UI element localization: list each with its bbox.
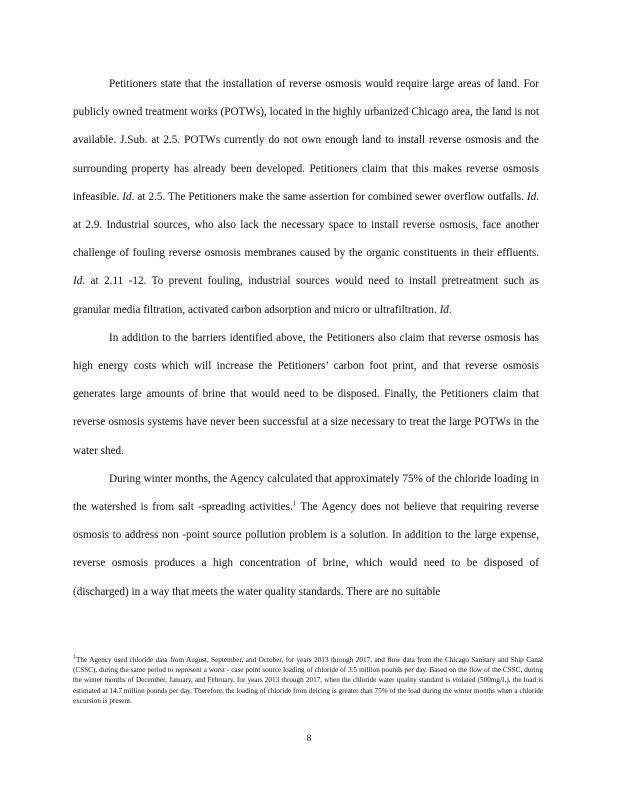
paragraph-3: During winter months, the Agency calculated that approximately 75% of the chloride loading in the watershed is from salt -spreading activities.$^1$ The Agency does not believe that requiring reverse osmosis to address non -point source pollution problem is a solution. In addition to the large expense, reverse osmosis produces a high concentration of brine, which would need to be disposed of (discharged) in a way that meets the water quality standards. There are no suitable [73, 472, 540, 598]
footnote-mark: 1 [73, 654, 76, 661]
paragraph-1: Petitioners state that the installation of reverse osmosis would require large areas of land. For publicly owned treatment works (POTWs), located in the highly urbanized Chicago area, the land is not available. J.Sub. at 2.5. POTWs currently do not own enough land to install reverse osmosis and the surrounding property has already been developed. Petitioners claim that this makes reverse osmosis infeasible. Id. at 2.5. The Petitioners make the same assertion for combined sewer overflow outfalls. Id. at 2.9. Industrial sources, who also lack the necessary space to install reverse osmosis, face another challenge of fouling reverse osmosis membranes caused by the organic constituents in their effluents. Id. at 2.11 -12. To prevent fouling, industrial sources would need to install pretreatment such as granular media filtration, activated carbon adsorption and micro or ultrafiltration. Id. [73, 78, 539, 316]
footnote-text: The Agency used chloride data from August, September, and October, for years 2013 through 2017, and flow data from the Chicago Sanitary and Ship Canal (CSSC), during the same period to represent a worst - case point source loading of chloride of 3.5 million pounds per day. Based on the flow of the CSSC, during the winter months of December, January, and February, for years 2013 through 2017, when the chloride water quality standard is violated (500mg/L), the load is estimated at 14.7 million pounds per day. Therefore, the loading of chloride from deicing is greater than 75% of the load during the winter months when a chloride excursion is present. [73, 656, 543, 705]
page-number: 8 [306, 734, 312, 744]
footnote-reference[interactable]: 1 [292, 499, 297, 508]
footnote [73, 655, 543, 706]
body-text [73, 70, 539, 606]
paragraph-2: In addition to the barriers identified above, the Petitioners also claim that reverse osmosis has high energy costs which will increase the Petitioners’ carbon foot print, and that reverse osmosis generates large amounts of brine that would need to be disposed. Finally, the Petitioners claim that reverse osmosis systems have never been successful at a size necessary to treat the large POTWs in the water shed. [73, 331, 539, 457]
